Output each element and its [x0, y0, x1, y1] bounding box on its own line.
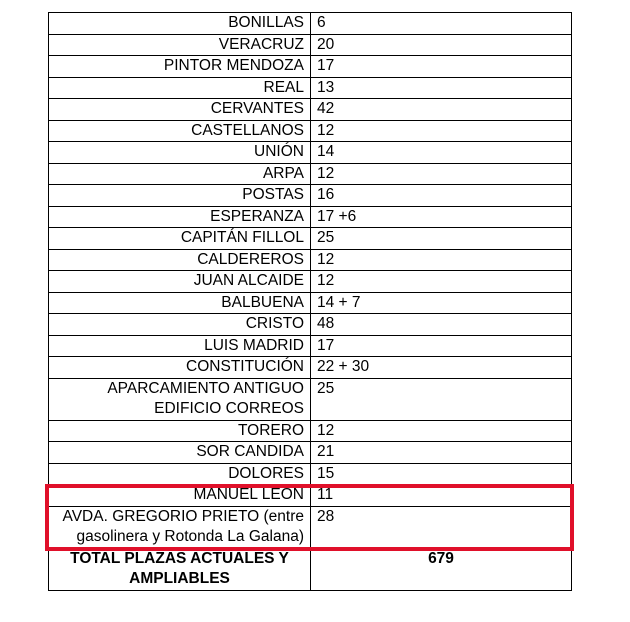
count-cell: 42 [311, 99, 572, 121]
street-cell: DOLORES [49, 463, 311, 485]
street-cell: BONILLAS [49, 13, 311, 35]
count-cell: 12 [311, 271, 572, 293]
table-row [49, 77, 572, 99]
street-cell: VERACRUZ [49, 34, 311, 56]
street-cell: CAPITÁN FILLOL [49, 228, 311, 250]
count-cell: 17 [311, 56, 572, 78]
count-cell: 28 [311, 506, 572, 548]
table-row [49, 249, 572, 271]
total-label: TOTAL PLAZAS ACTUALES Y AMPLIABLES [49, 548, 311, 590]
total-value: 679 [311, 548, 572, 590]
table-row [49, 442, 572, 464]
street-cell: LUIS MADRID [49, 335, 311, 357]
table-row [49, 506, 572, 548]
count-cell: 12 [311, 420, 572, 442]
street-cell: CRISTO [49, 314, 311, 336]
street-cell: SOR CANDIDA [49, 442, 311, 464]
count-cell: 12 [311, 120, 572, 142]
table-row [49, 228, 572, 250]
street-cell: ARPA [49, 163, 311, 185]
street-cell: APARCAMIENTO ANTIGUO EDIFICIO CORREOS [49, 378, 311, 420]
total-row [49, 548, 572, 590]
table-row [49, 357, 572, 379]
street-cell: TORERO [49, 420, 311, 442]
table-row [49, 335, 572, 357]
count-cell: 20 [311, 34, 572, 56]
table-row [49, 463, 572, 485]
street-cell: AVDA. GREGORIO PRIETO (entre gasolinera y Rotonda La Galana) [49, 506, 311, 548]
street-cell: REAL [49, 77, 311, 99]
table-row [49, 163, 572, 185]
table-row [49, 420, 572, 442]
table-body [49, 13, 572, 591]
street-cell: CERVANTES [49, 99, 311, 121]
count-cell: 17 +6 [311, 206, 572, 228]
table-row [49, 314, 572, 336]
count-cell: 25 [311, 378, 572, 420]
table-row [49, 120, 572, 142]
street-cell: ESPERANZA [49, 206, 311, 228]
table-row [49, 99, 572, 121]
street-cell: MANUEL LEÓN [49, 485, 311, 507]
count-cell: 14 [311, 142, 572, 164]
count-cell: 21 [311, 442, 572, 464]
street-cell: PINTOR MENDOZA [49, 56, 311, 78]
table-row [49, 13, 572, 35]
count-cell: 6 [311, 13, 572, 35]
table-row [49, 292, 572, 314]
count-cell: 14 + 7 [311, 292, 572, 314]
count-cell: 48 [311, 314, 572, 336]
count-cell: 11 [311, 485, 572, 507]
table-row [49, 142, 572, 164]
count-cell: 15 [311, 463, 572, 485]
table-row [49, 271, 572, 293]
table-row [49, 378, 572, 420]
count-cell: 17 [311, 335, 572, 357]
street-cell: BALBUENA [49, 292, 311, 314]
table-row [49, 206, 572, 228]
street-cell: CONSTITUCIÓN [49, 357, 311, 379]
count-cell: 13 [311, 77, 572, 99]
count-cell: 12 [311, 249, 572, 271]
street-cell: CASTELLANOS [49, 120, 311, 142]
street-cell: CALDEREROS [49, 249, 311, 271]
table-row [49, 34, 572, 56]
parking-spaces-table [48, 12, 572, 591]
count-cell: 25 [311, 228, 572, 250]
count-cell: 22 + 30 [311, 357, 572, 379]
count-cell: 12 [311, 163, 572, 185]
street-cell: JUAN ALCAIDE [49, 271, 311, 293]
table-row [49, 56, 572, 78]
count-cell: 16 [311, 185, 572, 207]
street-cell: POSTAS [49, 185, 311, 207]
table-row [49, 485, 572, 507]
table-row [49, 185, 572, 207]
street-cell: UNIÓN [49, 142, 311, 164]
